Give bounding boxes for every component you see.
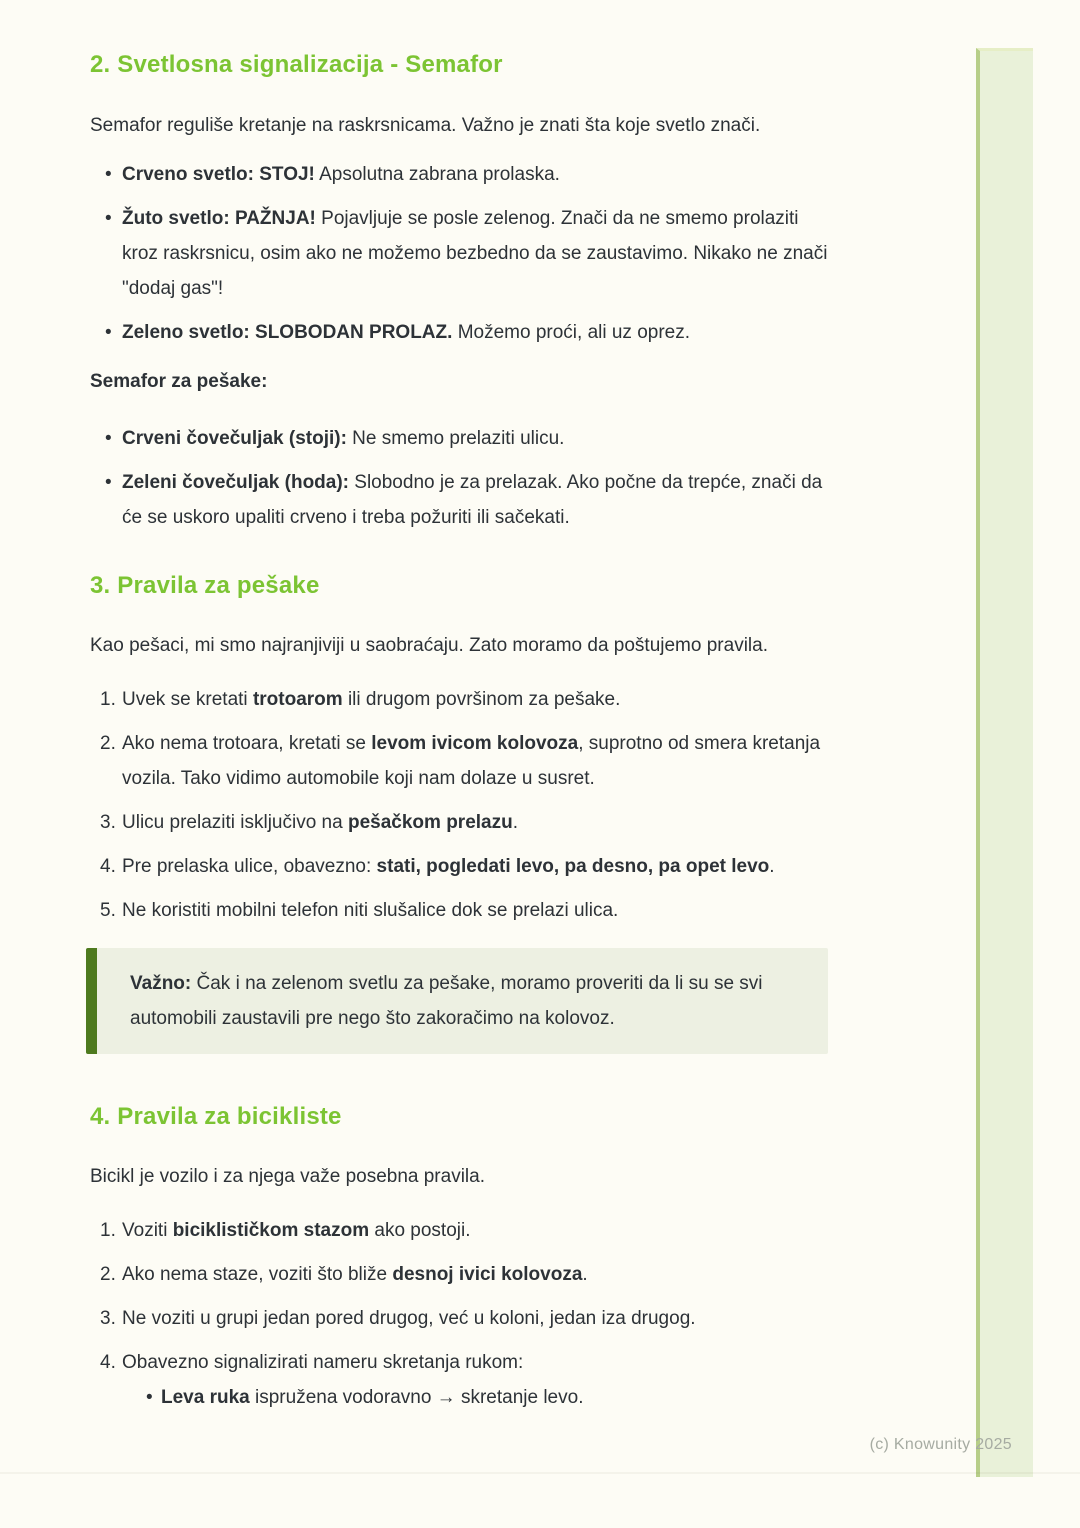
item-regular-text: .: [512, 812, 518, 833]
important-callout: [86, 948, 828, 1054]
item-regular-text: ako postoji.: [369, 1220, 471, 1241]
item-bold-text: levom ivicom kolovoza: [371, 733, 579, 754]
item-regular-text: Apsolutna zabrana prolaska.: [314, 164, 560, 185]
item-regular-text: Ako nema staze, voziti što bliže: [122, 1264, 393, 1285]
item-regular-text: Pre prelaska ulice, obavezno:: [122, 856, 377, 877]
item-bold-text: Zeleni čovečuljak (hoda):: [122, 472, 349, 493]
callout-text: Čak i na zelenom svetlu za pešake, moramo proveriti da li su se svi automobili zaustavili pre nego što zakoračimo na kolovoz.: [130, 973, 763, 1029]
item-regular-text: Obavezno signalizirati nameru skretanja rukom:: [122, 1352, 524, 1373]
list-item-text: [122, 1257, 830, 1292]
pedestrian-light-list: [90, 421, 830, 535]
item-regular-text: Ne koristiti mobilni telefon niti slušalice dok se prelazi ulica.: [122, 900, 619, 921]
list-item: [90, 157, 830, 192]
list-item: [90, 1345, 830, 1415]
list-item: [90, 1213, 830, 1248]
list-item-text: [122, 421, 830, 456]
list-item: [90, 805, 830, 840]
item-regular-text: .: [769, 856, 775, 877]
number-marker: 4.: [100, 856, 116, 877]
list-item: [90, 465, 830, 535]
item-regular-text: Pojavljuje se posle zelenog. Znači da ne smemo prolaziti kroz raskrsnicu, osim ako ne možemo bezbedno da se zaustavimo. Nikako ne znači "dodaj gas"!: [122, 208, 828, 299]
list-item: [90, 421, 830, 456]
item-bold-text: pešačkom prelazu: [347, 812, 513, 833]
number-marker: 3.: [100, 812, 116, 833]
list-item-text: [122, 465, 830, 535]
heading-pedestrian-rules: 3. Pravila za pešake: [90, 572, 320, 599]
list-item-text: [161, 1380, 830, 1415]
list-item-text: [122, 849, 830, 884]
list-item: [90, 1301, 830, 1336]
item-regular-text: Uvek se kretati: [122, 689, 253, 710]
bullet-icon: •: [105, 322, 112, 343]
list-item: [90, 849, 830, 884]
item-regular-text: ili drugom površinom za pešake.: [342, 689, 621, 710]
number-marker: 2.: [100, 1264, 116, 1285]
subheading-pedestrian-semafor: Semafor za pešake:: [90, 371, 268, 392]
bullet-icon: •: [105, 472, 112, 493]
pedestrian-rules-intro: Kao pešaci, mi smo najranjiviji u saobraćaju. Zato moramo da poštujemo pravila.: [90, 635, 768, 656]
item-bold-text: trotoarom: [252, 689, 343, 710]
item-bold-text: stati, pogledati levo, pa desno, pa opet levo: [376, 856, 770, 877]
item-bold-text: desnoj ivici kolovoza: [392, 1264, 583, 1285]
list-item-text: [122, 805, 830, 840]
item-regular-text: Ako nema trotoara, kretati se: [122, 733, 372, 754]
list-item: [90, 1257, 830, 1292]
cyclist-rules-intro: Bicikl je vozilo i za njega važe posebna pravila.: [90, 1166, 485, 1187]
list-item: [90, 726, 830, 796]
document-content: [90, 0, 830, 1424]
bullet-icon: •: [105, 428, 112, 449]
list-item-text: [122, 1301, 830, 1336]
number-marker: 5.: [100, 900, 116, 921]
list-item: [90, 201, 830, 306]
list-item-text: [122, 726, 830, 796]
item-regular-text: .: [582, 1264, 588, 1285]
list-item-text: [122, 893, 830, 928]
list-item-text: [122, 201, 830, 306]
heading-cyclist-rules: 4. Pravila za bicikliste: [90, 1103, 342, 1130]
number-marker: 2.: [100, 733, 116, 754]
number-marker: 1.: [100, 689, 116, 710]
number-marker: 4.: [100, 1352, 116, 1373]
bullet-icon: •: [146, 1387, 153, 1408]
pedestrian-rules-list: [90, 682, 830, 928]
list-item: [90, 682, 830, 717]
list-item-text: [122, 1345, 830, 1415]
list-item: [90, 893, 830, 928]
number-marker: 1.: [100, 1220, 116, 1241]
item-regular-text: Slobodno je za prelazak. Ako počne da trepće, znači da će se uskoro upaliti crveno i treba požuriti ili sačekati.: [122, 472, 823, 528]
bullet-icon: •: [105, 164, 112, 185]
number-marker: 3.: [100, 1308, 116, 1329]
list-item-text: [122, 315, 830, 350]
item-regular-text: Ulicu prelaziti isključivo na: [122, 812, 348, 833]
item-regular-text: Voziti: [122, 1220, 173, 1241]
cyclist-rules-list: [90, 1213, 830, 1415]
callout-bold-label: Važno:: [130, 973, 192, 994]
heading-semafor: 2. Svetlosna signalizacija - Semafor: [90, 51, 503, 78]
list-item-text: [122, 1213, 830, 1248]
bullet-icon: •: [105, 208, 112, 229]
semafor-intro: Semafor reguliše kretanje na raskrsnicama. Važno je znati šta koje svetlo znači.: [90, 115, 761, 136]
item-bold-text: Crveni čovečuljak (stoji):: [122, 428, 347, 449]
item-regular-text: Ne voziti u grupi jedan pored drugog, već u koloni, jedan iza drugog.: [122, 1308, 696, 1329]
item-bold-text: biciklističkom stazom: [172, 1220, 370, 1241]
page-bottom-edge: [0, 1472, 1080, 1474]
item-bold-text: Leva ruka: [161, 1387, 250, 1408]
list-item-text: [122, 157, 830, 192]
traffic-light-list: [90, 157, 830, 350]
watermark: (c) Knowunity 2025: [869, 1436, 1012, 1453]
next-page-edge-strip: [976, 48, 1033, 1477]
item-bold-text: Crveno svetlo: STOJ!: [122, 164, 315, 185]
nested-list-item: [122, 1380, 830, 1415]
list-item-text: [122, 682, 830, 717]
item-bold-text: Zeleno svetlo: SLOBODAN PROLAZ.: [122, 322, 453, 343]
item-bold-text: Žuto svetlo: PAŽNJA!: [122, 208, 316, 229]
item-regular-text: , suprotno od smera kretanja vozila. Tako vidimo automobile koji nam dolaze u susret.: [122, 733, 821, 789]
item-regular-text: Ne smemo prelaziti ulicu.: [346, 428, 565, 449]
list-item: [90, 315, 830, 350]
item-regular-text: ispružena vodoravno → skretanje levo.: [249, 1387, 584, 1408]
item-regular-text: Možemo proći, ali uz oprez.: [452, 322, 691, 343]
